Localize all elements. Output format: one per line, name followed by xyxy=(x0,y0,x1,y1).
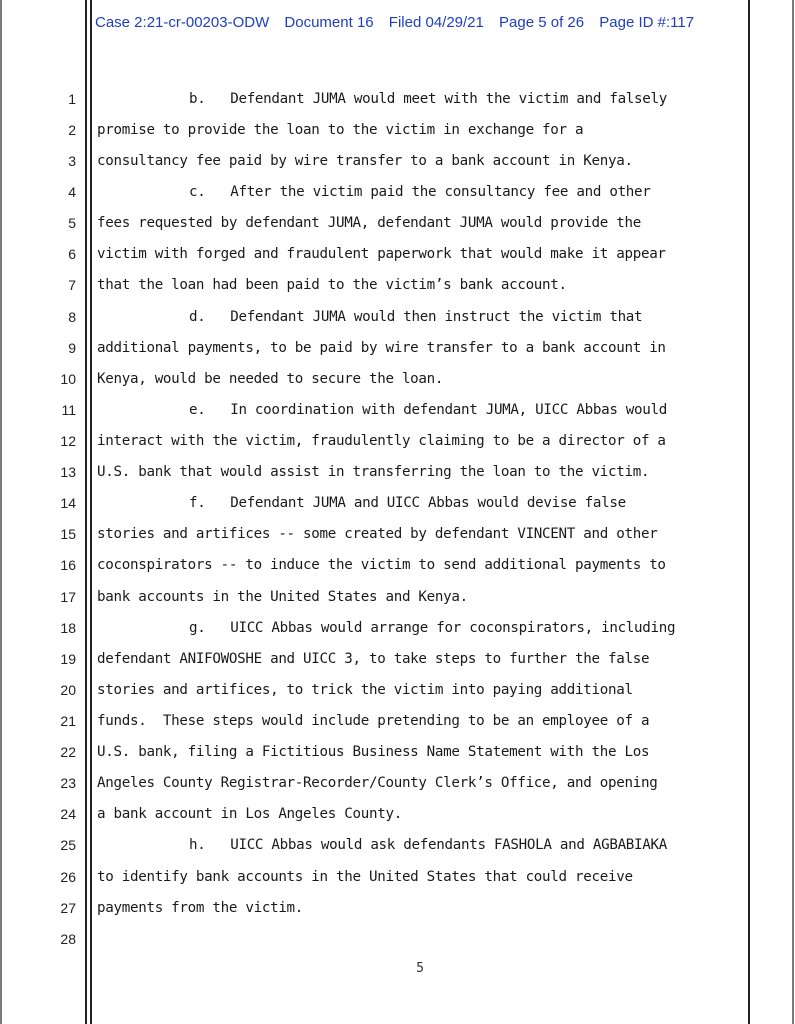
line-number: 7 xyxy=(68,277,76,293)
paragraph-f-line: stories and artifices -- some created by defendant VINCENT and other xyxy=(97,526,658,542)
paragraph-e-line: interact with the victim, fraudulently claiming to be a director of a xyxy=(97,433,666,449)
line-number: 6 xyxy=(68,246,76,262)
paragraph-g-line: funds. These steps would include pretending to be an employee of a xyxy=(97,713,650,729)
line-number: 13 xyxy=(60,464,76,480)
paragraph-f-line: f. Defendant JUMA and UICC Abbas would devise false xyxy=(189,495,626,511)
line-number: 15 xyxy=(60,526,76,542)
line-number: 4 xyxy=(68,184,76,200)
line-number: 11 xyxy=(61,402,76,418)
header-page-count: Page 5 of 26 xyxy=(499,14,585,31)
right-margin-rule xyxy=(748,0,750,1024)
line-number: 28 xyxy=(60,931,76,947)
line-number: 22 xyxy=(60,744,76,760)
paragraph-h-line: h. UICC Abbas would ask defendants FASHOLA and AGBABIAKA xyxy=(189,837,668,853)
line-number: 14 xyxy=(60,495,76,511)
paragraph-f-line: coconspirators -- to induce the victim to send additional payments to xyxy=(97,557,666,573)
line-number: 23 xyxy=(60,775,76,791)
line-number: 9 xyxy=(68,340,76,356)
page-right-edge xyxy=(792,0,794,1024)
line-number: 2 xyxy=(68,122,76,138)
paragraph-h-line: payments from the victim. xyxy=(97,900,304,916)
paragraph-g-line: defendant ANIFOWOSHE and UICC 3, to take steps to further the false xyxy=(97,651,650,667)
paragraph-b-line: promise to provide the loan to the victim in exchange for a xyxy=(97,122,584,138)
paragraph-d-line: d. Defendant JUMA would then instruct the victim that xyxy=(189,309,643,325)
page-number-footer: 5 xyxy=(416,961,424,976)
line-number: 17 xyxy=(60,589,76,605)
line-number: 25 xyxy=(60,837,76,853)
line-number: 27 xyxy=(60,900,76,916)
paragraph-e-line: U.S. bank that would assist in transferring the loan to the victim. xyxy=(97,464,650,480)
paragraph-d-line: Kenya, would be needed to secure the loan. xyxy=(97,371,444,387)
line-number: 5 xyxy=(68,215,76,231)
paragraph-c-line: c. After the victim paid the consultancy fee and other xyxy=(189,184,651,200)
paragraph-g-line: Angeles County Registrar-Recorder/County Clerk’s Office, and opening xyxy=(97,775,658,791)
line-number: 19 xyxy=(60,651,76,667)
header-page-id: Page ID #:117 xyxy=(599,14,695,31)
paragraph-d-line: additional payments, to be paid by wire transfer to a bank account in xyxy=(97,340,666,356)
line-number: 1 xyxy=(68,91,76,107)
paragraph-c-line: that the loan had been paid to the victim’s bank account. xyxy=(97,277,567,293)
header-document-number: Document 16 xyxy=(284,14,374,31)
paragraph-g-line: g. UICC Abbas would arrange for coconspirators, including xyxy=(189,620,676,636)
header-case-number: Case 2:21-cr-00203-ODW xyxy=(95,14,270,31)
line-number: 16 xyxy=(60,557,76,573)
paragraph-c-line: fees requested by defendant JUMA, defendant JUMA would provide the xyxy=(97,215,641,231)
page-left-edge xyxy=(0,0,2,1024)
line-number: 20 xyxy=(60,682,76,698)
paragraph-g-line: a bank account in Los Angeles County. xyxy=(97,806,402,822)
line-number: 8 xyxy=(68,309,76,325)
court-filing-header xyxy=(95,14,705,34)
line-number: 26 xyxy=(60,869,76,885)
line-number: 10 xyxy=(60,371,76,387)
paragraph-h-line: to identify bank accounts in the United States that could receive xyxy=(97,869,633,885)
line-number: 12 xyxy=(60,433,76,449)
paragraph-b-line: consultancy fee paid by wire transfer to a bank account in Kenya. xyxy=(97,153,633,169)
line-number: 3 xyxy=(68,153,76,169)
left-margin-rule-outer xyxy=(85,0,87,1024)
header-filed-date: Filed 04/29/21 xyxy=(388,14,484,31)
line-number: 21 xyxy=(60,713,76,729)
paragraph-g-line: stories and artifices, to trick the victim into paying additional xyxy=(97,682,633,698)
paragraph-c-line: victim with forged and fraudulent paperwork that would make it appear xyxy=(97,246,666,262)
line-number: 18 xyxy=(60,620,76,636)
line-number: 24 xyxy=(60,806,76,822)
paragraph-g-line: U.S. bank, filing a Fictitious Business Name Statement with the Los xyxy=(97,744,650,760)
paragraph-e-line: e. In coordination with defendant JUMA, UICC Abbas would xyxy=(189,402,668,418)
paragraph-f-line: bank accounts in the United States and Kenya. xyxy=(97,589,468,605)
left-margin-rule-inner xyxy=(90,0,92,1024)
paragraph-b-line: b. Defendant JUMA would meet with the victim and falsely xyxy=(189,91,668,107)
